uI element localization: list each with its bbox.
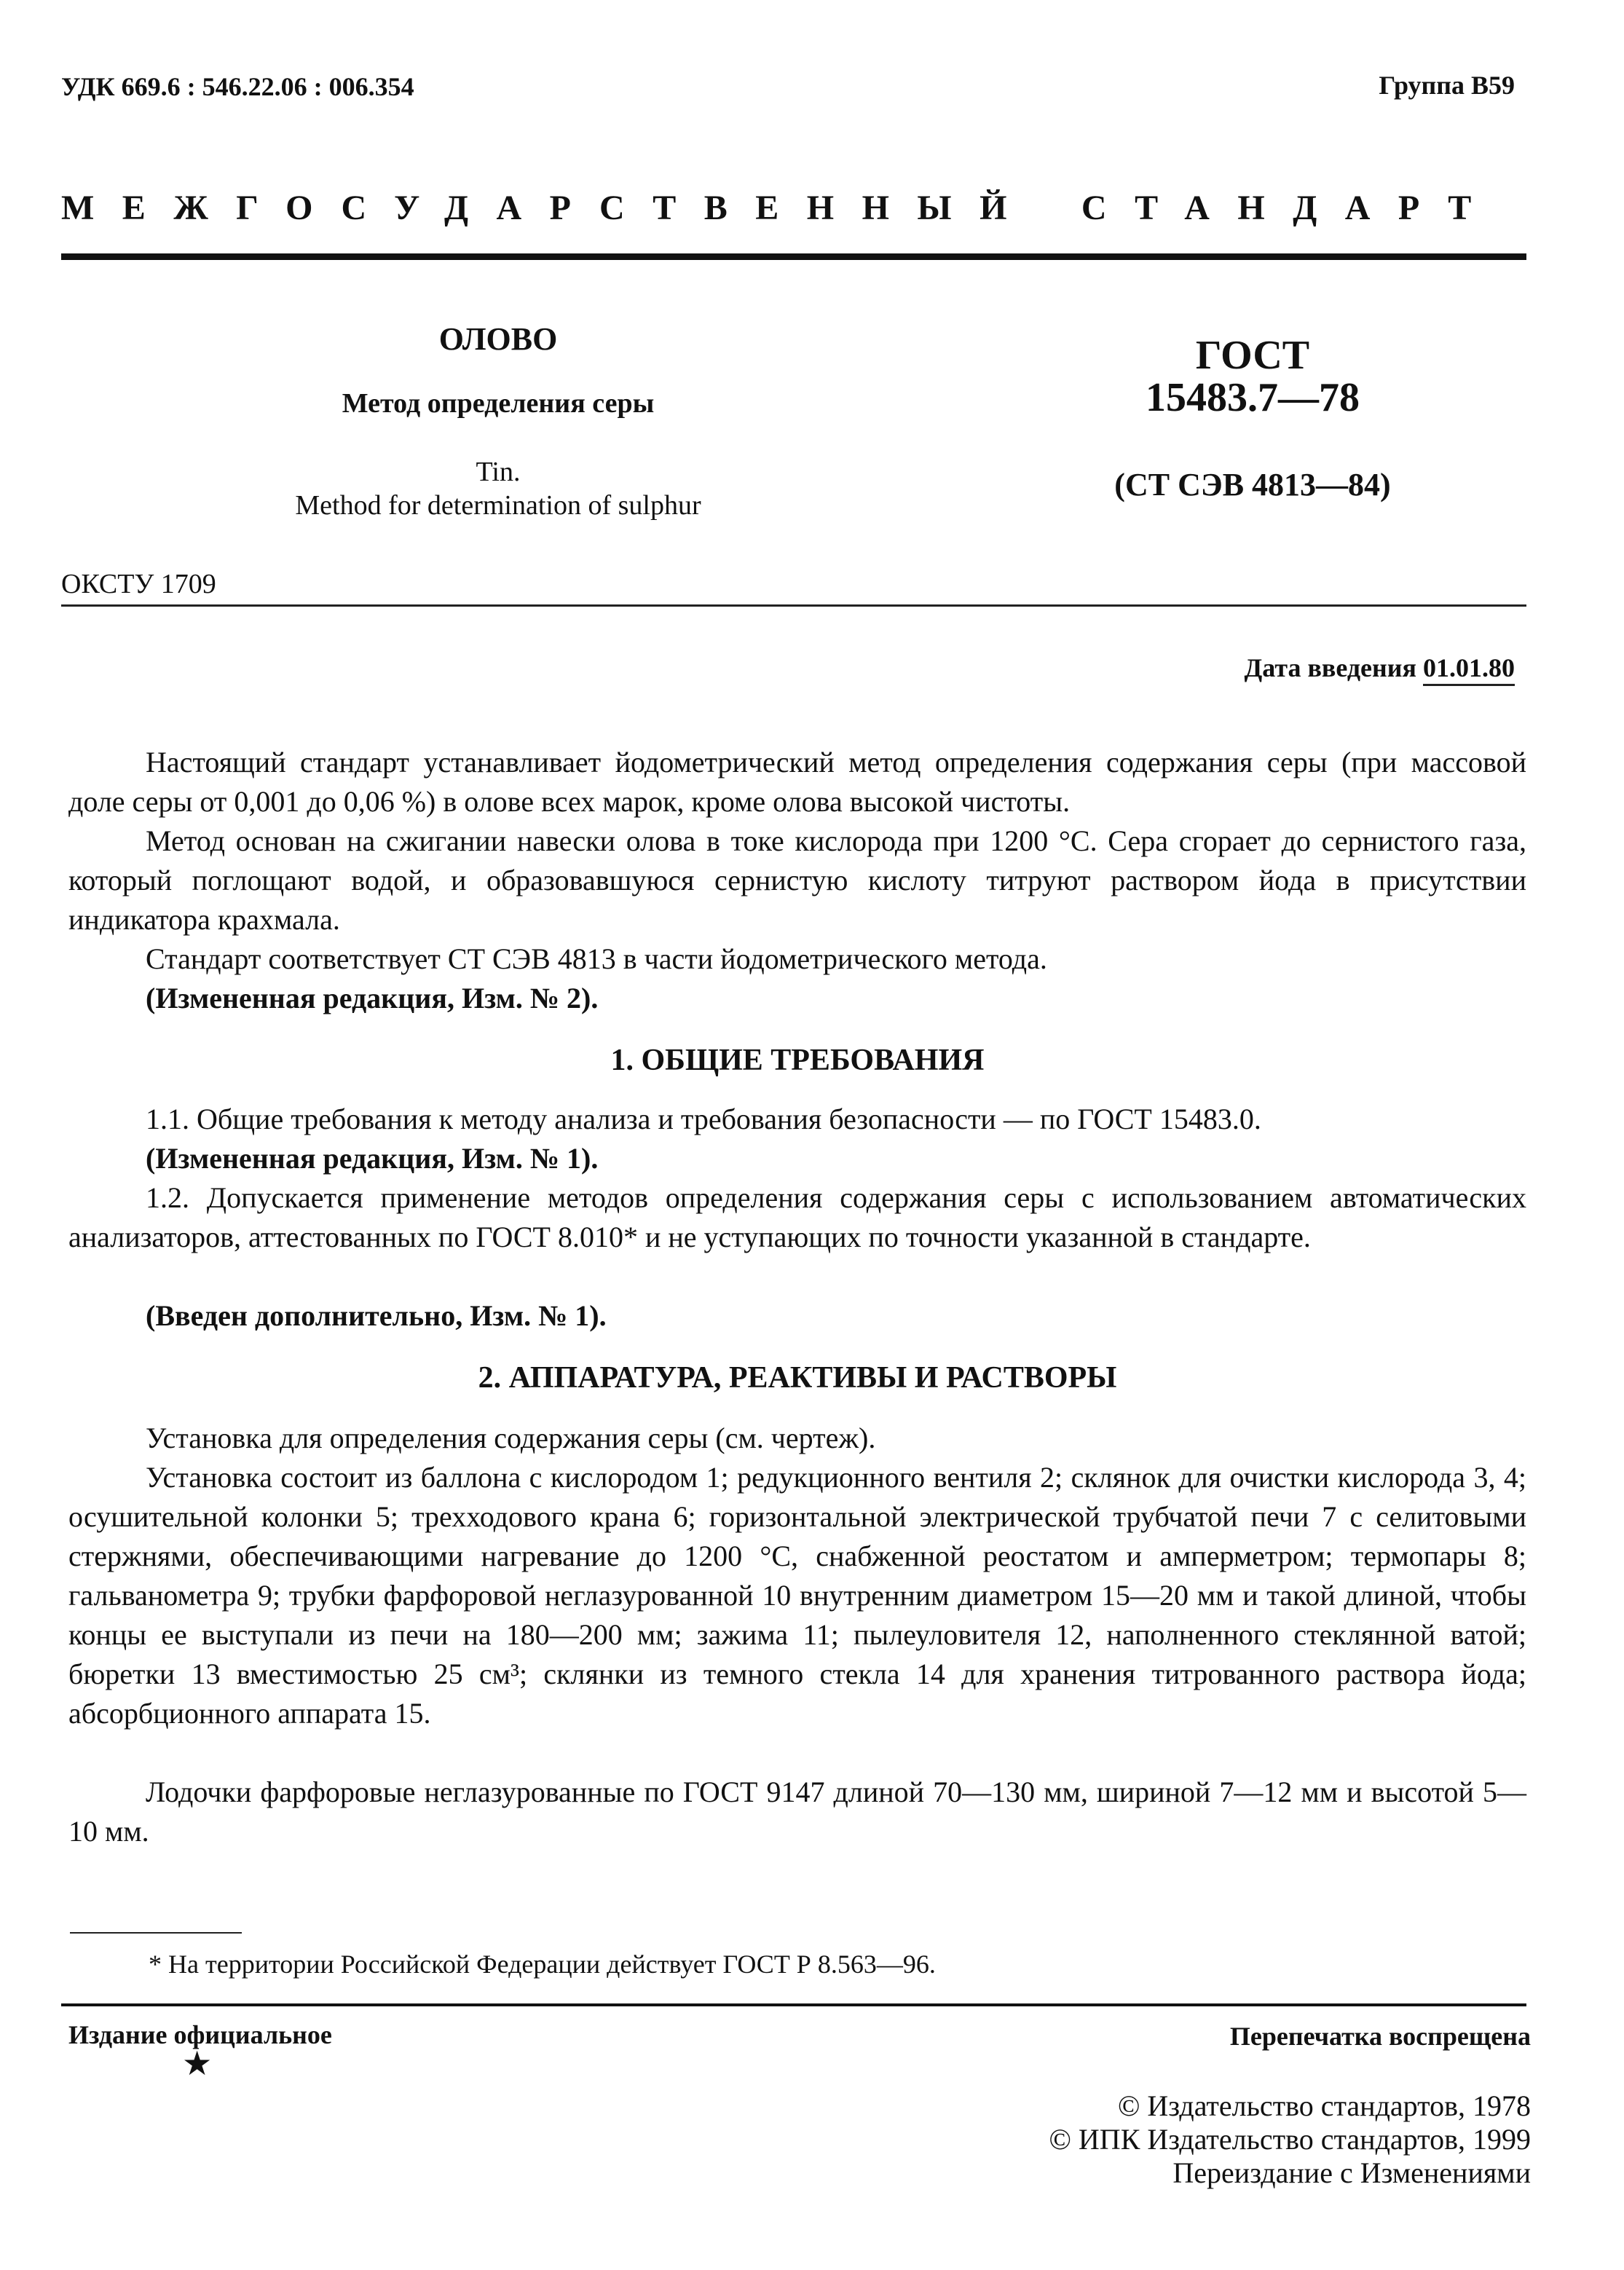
footnote: * На территории Российской Федерации действует ГОСТ Р 8.563—96. (149, 1950, 936, 1979)
reissue-note: Переиздание с Изменениями (1172, 2156, 1531, 2189)
english-subtitle: Method for determination of sulphur (295, 490, 701, 521)
intro-amendment-note: (Измененная редакция, Изм. № 2). (146, 982, 599, 1014)
footnote-rule (70, 1932, 242, 1934)
clause-1-1: 1.1. Общие требования к методу анализа и требования безопасности — по ГОСТ 15483.0. (146, 1103, 1261, 1135)
english-title: Tin. (476, 457, 521, 487)
section-2-paragraph-1: Установка для определения содержания серы (см. чертеж). (146, 1422, 876, 1454)
section-2-paragraph-3: Лодочки фарфоровые неглазурованные по ГОСТ 9147 длиной 70—130 мм, шириной 7—12 мм и высотой 5—10 мм. (68, 1776, 1526, 1848)
standard-banner (61, 188, 1526, 228)
intro-paragraph-1: Настоящий стандарт устанавливает йодометрический метод определения содержания серы (при массовой доле серы от 0,001 до 0,06 %) в олове всех марок, кроме олова высокой чистоты. (68, 746, 1526, 818)
gost-number: 15483.7—78 (1146, 375, 1360, 420)
official-edition-label: Издание официальное (68, 2020, 332, 2049)
document-title: ОЛОВО (438, 321, 558, 357)
section-1-heading: 1. ОБЩИЕ ТРЕБОВАНИЯ (610, 1044, 985, 1077)
gost-label: ГОСТ (1195, 333, 1310, 378)
intro-paragraph-2: Метод основан на сжигании навески олова в токе кислорода при 1200 °С. Сера сгорает до сернистого газа, который поглощают водой, и образовавшуюся сернистую кислоту титруют раствором йода в присутствии индикатора крахмала. (68, 824, 1526, 936)
banner-word-standard: СТАНДАРТ (1081, 189, 1499, 227)
header-rule (61, 253, 1526, 260)
banner-word-interstate: МЕЖГОСУДАРСТВЕННЫЙ (61, 189, 1035, 227)
clause-1-1-note: (Измененная редакция, Изм. № 1). (146, 1142, 599, 1175)
title-rule (61, 604, 1526, 607)
date-value: 01.01.80 (1423, 653, 1515, 686)
copyright-1999: © ИПК Издательство стандартов, 1999 (1049, 2123, 1531, 2156)
introduction-date (1245, 653, 1515, 683)
reprint-prohibited-label: Перепечатка воспрещена (1229, 2022, 1531, 2051)
okstu-code: ОКСТУ 1709 (61, 569, 216, 599)
group-code: Группа В59 (1379, 71, 1515, 100)
clause-1-2: 1.2. Допускается применение методов определения содержания серы с использованием автоматических анализаторов, аттестованных по ГОСТ 8.010* и не уступающих по точности указанной в стандарте. (68, 1181, 1526, 1253)
section-2-heading: 2. АППАРАТУРА, РЕАКТИВЫ И РАСТВОРЫ (478, 1361, 1117, 1395)
clause-1-2-note: (Введен дополнительно, Изм. № 1). (146, 1299, 607, 1332)
document-subtitle: Метод определения серы (342, 388, 655, 419)
copyright-1978: © Издательство стандартов, 1978 (1117, 2089, 1531, 2122)
section-2-paragraph-2: Установка состоит из баллона с кислородом 1; редукционного вентиля 2; склянок для очистки кислорода 3, 4; осушительной колонки 5; трехходового крана 6; горизонтальной электрической трубчатой печи 7 с селитовыми стержнями, обеспечивающими нагревание до 1200 °С, снабженной реостатом и амперметром; термопары 8; гальванометра 9; трубки фарфоровой неглазурованной 10 внутренним диаметром 15—20 мм и такой длиной, чтобы концы ее выступали из печи на 180—200 мм; зажима 11; пылеуловителя 12, наполненного стеклянной ватой; бюретки 13 вместимостью 25 см³; склянки из темного стекла 14 для хранения титрованного раствора йода; абсорбционного аппарата 15. (68, 1461, 1526, 1730)
date-label: Дата введения (1244, 653, 1416, 682)
footer-rule (61, 2003, 1526, 2006)
star-icon: ★ (182, 2045, 213, 2082)
cmea-reference: (СТ СЭВ 4813—84) (1114, 467, 1391, 503)
intro-paragraph-3: Стандарт соответствует СТ СЭВ 4813 в части йодометрического метода. (146, 942, 1047, 975)
udk-code: УДК 669.6 : 546.22.06 : 006.354 (61, 72, 414, 101)
